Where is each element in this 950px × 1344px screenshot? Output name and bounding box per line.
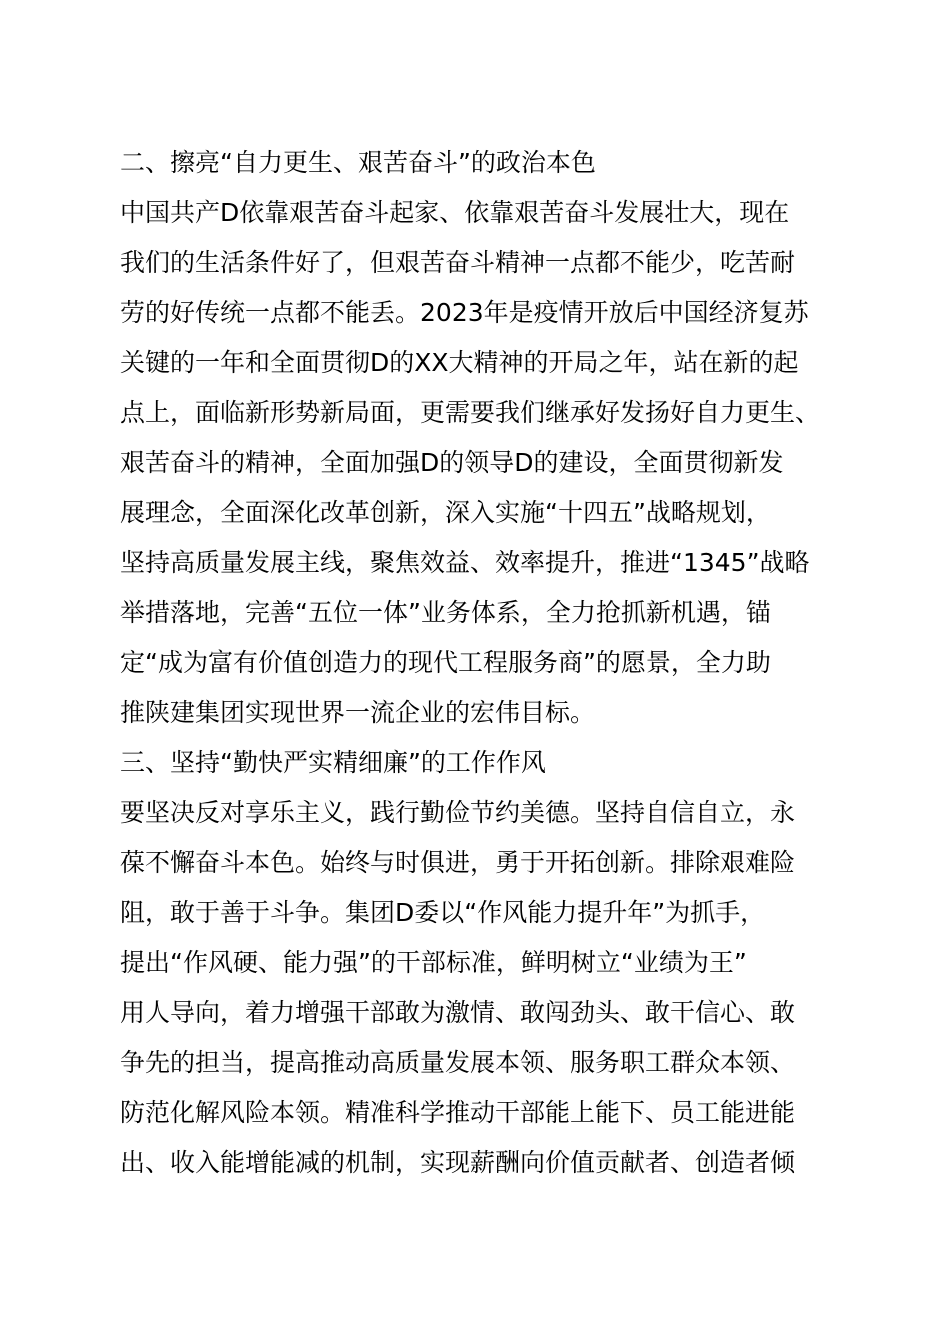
- paragraph-line: 艰苦奋斗的精神，全面加强D的领导D的建设，全面贯彻新发: [120, 448, 784, 477]
- paragraph-line: 劳的好传统一点都不能丢。2023年是疫情开放后中国经济复苏: [120, 298, 809, 327]
- paragraph-line: 展理念，全面深化改革创新，深入实施“十四五”战略规划，: [120, 498, 771, 527]
- paragraph-line: 定“成为富有价值创造力的现代工程服务商”的愿景，全力助: [120, 648, 771, 677]
- paragraph-line: 要坚决反对享乐主义，践行勤俭节约美德。坚持自信自立，永: [120, 798, 796, 827]
- paragraph-line: 防范化解风险本领。精准科学推动干部能上能下、员工能进能: [120, 1098, 796, 1127]
- section-heading-3: 三、坚持“勤快严实精细廉”的工作作风: [120, 748, 546, 777]
- paragraph-line: 用人导向，着力增强干部敢为激情、敢闯劲头、敢干信心、敢: [120, 998, 796, 1027]
- paragraph-line: 阻，敢于善于斗争。集团D委以“作风能力提升年”为抓手，: [120, 898, 766, 927]
- paragraph-line: 提出“作风硬、能力强”的干部标准，鲜明树立“业绩为王”: [120, 948, 747, 977]
- paragraph-line: 我们的生活条件好了，但艰苦奋斗精神一点都不能少，吃苦耐: [120, 248, 796, 277]
- paragraph-line: 中国共产D依靠艰苦奋斗起家、依靠艰苦奋斗发展壮大，现在: [120, 198, 790, 227]
- paragraph-line: 葆不懈奋斗本色。始终与时俱进，勇于开拓创新。排除艰难险: [120, 848, 796, 877]
- paragraph-line: 关键的一年和全面贯彻D的XX大精神的开局之年，站在新的起: [120, 348, 799, 377]
- paragraph-line: 出、收入能增能减的机制，实现薪酬向价值贡献者、创造者倾: [120, 1148, 796, 1177]
- section-heading-2: 二、擦亮“自力更生、艰苦奋斗”的政治本色: [120, 148, 596, 177]
- paragraph-line: 坚持高质量发展主线，聚焦效益、效率提升，推进“1345”战略: [120, 548, 810, 577]
- paragraph-line: 推陕建集团实现世界一流企业的宏伟目标。: [120, 698, 596, 727]
- paragraph-line: 争先的担当，提高推动高质量发展本领、服务职工群众本领、: [120, 1048, 796, 1077]
- paragraph-line: 点上，面临新形势新局面，更需要我们继承好发扬好自力更生、: [120, 398, 821, 427]
- paragraph-line: 举措落地，完善“五位一体”业务体系，全力抢抓新机遇，锚: [120, 598, 771, 627]
